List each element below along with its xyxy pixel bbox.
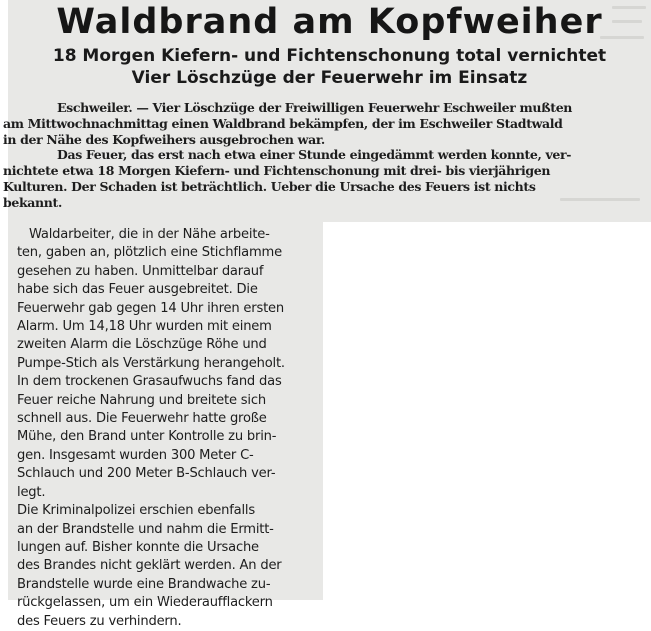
intro-line: Eschweiler. — Vier Löschzüge der Freiwilligen Feuerwehr Eschweiler mußten: [57, 100, 573, 115]
body-line: In dem trockenen Grasaufwuchs fand das: [17, 374, 282, 390]
body-line: gesehen zu haben. Unmittelbar darauf: [17, 263, 264, 279]
intro-line: am Mittwochnachmittag einen Waldbrand bekämpfen, der im Eschweiler Stadtwald: [3, 115, 563, 131]
body-line: zweiten Alarm die Löschzüge Röhe und: [17, 337, 267, 353]
subheadline-2: Vier Löschzüge der Feuerwehr im Einsatz: [131, 68, 528, 88]
body-line: Feuerwehr gab gegen 14 Uhr ihren ersten: [17, 300, 284, 316]
body-line: an der Brandstelle und nahm die Ermitt-: [17, 521, 274, 537]
intro-line: bekannt.: [3, 194, 62, 210]
intro-line: Das Feuer, das erst nach etwa einer Stunde eingedämmt werden konnte, ver-: [57, 147, 572, 163]
blank-area: [323, 222, 651, 600]
body-line: Brandstelle wurde eine Brandwache zu-: [17, 576, 271, 592]
body-line: Schlauch und 200 Meter B-Schlauch ver-: [17, 466, 276, 482]
body-line: gen. Insgesamt wurden 300 Meter C-: [17, 447, 254, 463]
body-line: Feuer reiche Nahrung und breitete sich: [17, 392, 266, 408]
body-line: Pumpe-Stich als Verstärkung herangeholt.: [17, 355, 285, 371]
body-line: rückgelassen, um ein Wiederaufflackern: [17, 595, 273, 611]
body-line: schnell aus. Die Feuerwehr hatte große: [17, 411, 267, 427]
intro-line: Kulturen. Der Schaden ist beträchtlich. Ueber die Ursache des Feuers ist nichts: [3, 178, 536, 194]
body-line: lungen auf. Bisher konnte die Ursache: [17, 539, 259, 555]
body-line: habe sich das Feuer ausgebreitet. Die: [17, 282, 258, 298]
subheadline-1: 18 Morgen Kiefern- und Fichtenschonung total vernichtet: [52, 46, 607, 66]
body-line: Alarm. Um 14,18 Uhr wurden mit einem: [17, 319, 272, 335]
headline: Waldbrand am Kopfweiher: [56, 2, 603, 42]
article-intro: [3, 100, 650, 211]
intro-line: in der Nähe des Kopfweihers ausgebrochen war.: [3, 131, 325, 147]
intro-line: nichtete etwa 18 Morgen Kiefern- und Fichtenschonung mit drei- bis vierjährigen: [3, 163, 551, 179]
body-line: ten, gaben an, plötzlich eine Stichflamme: [17, 245, 282, 261]
article-body: [17, 226, 317, 631]
body-line: Die Kriminalpolizei erschien ebenfalls: [17, 503, 255, 519]
body-line: legt.: [17, 484, 46, 500]
body-line: Mühe, den Brand unter Kontrolle zu brin-: [17, 429, 277, 445]
body-line: des Brandes nicht geklärt werden. An der: [17, 558, 282, 574]
body-line: Waldarbeiter, die in der Nähe arbeite-: [29, 227, 270, 242]
body-line: des Feuers zu verhindern.: [17, 613, 182, 629]
